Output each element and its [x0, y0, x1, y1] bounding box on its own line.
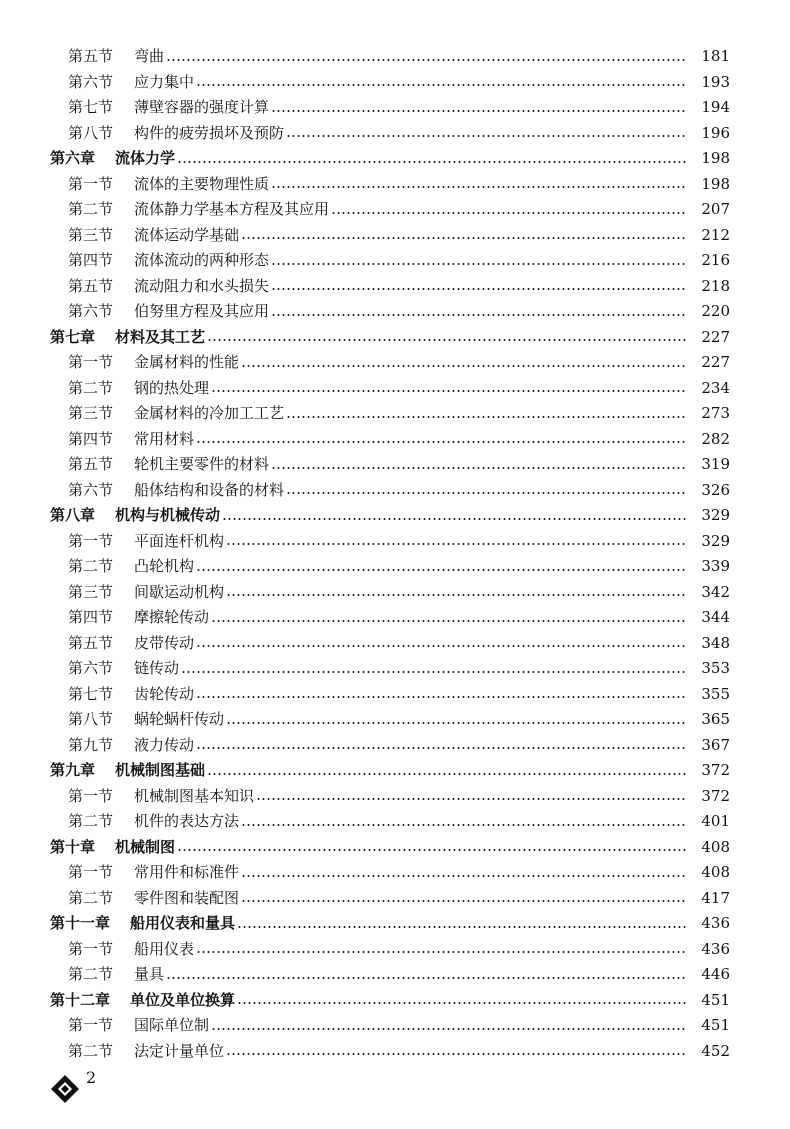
toc-entry-number: 第七章: [50, 327, 96, 346]
dot-leader: [286, 135, 686, 137]
toc-section-row: [0, 121, 790, 147]
toc-entry-number: 第四节: [68, 429, 114, 448]
toc-entry-page: 372: [701, 761, 730, 779]
toc-entry-number: 第六章: [50, 149, 96, 167]
toc-entry-title: 流体的主要物理性质: [134, 174, 270, 193]
toc-entry-title: 摩擦轮传动: [134, 608, 210, 626]
toc-entry-title: 常用件和标准件: [134, 863, 240, 881]
toc-entry-number: 第十二章: [50, 990, 111, 1009]
dot-leader: [237, 1002, 686, 1004]
dot-leader: [226, 594, 686, 596]
toc-entry-title: 常用材料: [134, 429, 195, 448]
toc-entry-title: 薄壁容器的强度计算: [134, 98, 270, 116]
dot-leader: [211, 620, 686, 622]
toc-entry-page: 372: [701, 786, 730, 805]
toc-entry-title: 平面连杆机构: [134, 531, 225, 550]
dot-leader: [196, 645, 686, 647]
toc-entry-title: 链传动: [134, 659, 180, 677]
toc-entry-title: 零件图和装配图: [134, 888, 240, 907]
toc-entry-number: 第三节: [68, 582, 114, 601]
toc-entry-page: 181: [701, 47, 730, 65]
toc-entry-page: 193: [701, 72, 730, 91]
toc-section-row: [0, 529, 790, 555]
toc-entry-page: 216: [701, 251, 730, 269]
dot-leader: [256, 798, 686, 800]
toc-entry-page: 227: [701, 327, 730, 346]
toc-section-row: [0, 682, 790, 708]
toc-entry-page: 319: [701, 455, 730, 473]
toc-entry-page: 408: [701, 863, 730, 881]
toc-chapter-row: [0, 758, 790, 784]
toc-entry-page: 348: [701, 633, 730, 652]
toc-section-row: [0, 962, 790, 988]
toc-entry-title: 流体流动的两种形态: [134, 251, 270, 269]
dot-leader: [196, 569, 686, 571]
toc-entry-number: 第六节: [68, 72, 114, 91]
toc-section-row: [0, 656, 790, 682]
toc-entry-page: 446: [701, 965, 730, 983]
toc-entry-title: 金属材料的冷加工工艺: [134, 404, 285, 422]
toc-entry-title: 材料及其工艺: [115, 327, 206, 346]
toc-entry-title: 液力传动: [134, 735, 195, 754]
dot-leader: [237, 926, 686, 928]
toc-chapter-row: [0, 988, 790, 1014]
toc-entry-title: 量具: [134, 965, 165, 983]
toc-entry-page: 452: [701, 1041, 730, 1060]
toc-section-row: [0, 478, 790, 504]
toc-section-row: [0, 350, 790, 376]
toc-chapter-row: [0, 325, 790, 351]
toc-entry-page: 218: [701, 276, 730, 295]
dot-leader: [196, 951, 686, 953]
toc-section-row: [0, 1013, 790, 1039]
dot-leader: [226, 543, 686, 545]
toc-entry-number: 第五节: [68, 276, 114, 295]
toc-section-row: [0, 376, 790, 402]
page-footer: [50, 1068, 130, 1104]
toc-section-row: [0, 733, 790, 759]
toc-section-row: [0, 860, 790, 886]
toc-entry-number: 第八节: [68, 710, 114, 728]
toc-entry-number: 第二节: [68, 965, 114, 983]
diamond-icon: [50, 1074, 80, 1104]
toc-section-row: [0, 784, 790, 810]
toc-entry-title: 伯努里方程及其应用: [134, 302, 270, 320]
toc-entry-number: 第八节: [68, 123, 114, 142]
toc-entry-page: 417: [701, 888, 730, 907]
toc-entry-page: 198: [701, 149, 730, 167]
toc-entry-page: 436: [701, 914, 730, 932]
toc-entry-page: 196: [701, 123, 730, 142]
toc-entry-title: 法定计量单位: [134, 1041, 225, 1060]
toc-chapter-row: [0, 835, 790, 861]
toc-entry-number: 第二节: [68, 1041, 114, 1060]
toc-entry-number: 第二节: [68, 378, 114, 397]
toc-entry-title: 船用仪表: [134, 939, 195, 958]
toc-entry-number: 第六节: [68, 659, 114, 677]
toc-entry-title: 流体静力学基本方程及其应用: [134, 200, 330, 218]
toc-entry-title: 轮机主要零件的材料: [134, 455, 270, 473]
toc-entry-number: 第二节: [68, 888, 114, 907]
toc-section-row: [0, 95, 790, 121]
toc-entry-page: 451: [701, 1016, 730, 1034]
toc-entry-number: 第五节: [68, 633, 114, 652]
toc-entry-title: 流动阻力和水头损失: [134, 276, 270, 295]
toc-section-row: [0, 274, 790, 300]
toc-entry-title: 机械制图基础: [115, 761, 206, 779]
dot-leader: [271, 186, 686, 188]
toc-entry-page: 194: [701, 98, 730, 116]
toc-section-row: [0, 172, 790, 198]
toc-entry-number: 第十一章: [50, 914, 111, 932]
toc-entry-number: 第三节: [68, 225, 114, 244]
dot-leader: [166, 59, 686, 61]
toc-entry-title: 蜗轮蜗杆传动: [134, 710, 225, 728]
toc-section-row: [0, 580, 790, 606]
toc-entry-page: 367: [701, 735, 730, 754]
toc-section-row: [0, 631, 790, 657]
dot-leader: [271, 110, 686, 112]
toc-section-row: [0, 1039, 790, 1065]
toc-section-row: [0, 937, 790, 963]
toc-entry-number: 第二节: [68, 200, 114, 218]
toc-entry-title: 齿轮传动: [134, 684, 195, 703]
dot-leader: [222, 518, 686, 520]
toc-entry-page: 273: [701, 404, 730, 422]
toc-section-row: [0, 605, 790, 631]
toc-section-row: [0, 299, 790, 325]
toc-section-row: [0, 427, 790, 453]
toc-entry-number: 第九章: [50, 761, 96, 779]
dot-leader: [207, 773, 686, 775]
toc-entry-number: 第四节: [68, 251, 114, 269]
toc-entry-page: 365: [701, 710, 730, 728]
toc-entry-number: 第一节: [68, 786, 114, 805]
toc-entry-page: 344: [701, 608, 730, 626]
toc-entry-title: 船用仪表和量具: [130, 914, 236, 932]
toc-entry-title: 国际单位制: [134, 1016, 210, 1034]
toc-entry-number: 第六节: [68, 302, 114, 320]
toc-entry-number: 第五节: [68, 47, 114, 65]
toc-entry-number: 第三节: [68, 404, 114, 422]
dot-leader: [241, 365, 686, 367]
toc-section-row: [0, 248, 790, 274]
toc-entry-page: 401: [701, 812, 730, 830]
toc-entry-number: 第二节: [68, 812, 114, 830]
toc-chapter-row: [0, 911, 790, 937]
table-of-contents: [0, 44, 790, 1064]
toc-entry-number: 第一节: [68, 531, 114, 550]
dot-leader: [196, 747, 686, 749]
toc-entry-page: 198: [701, 174, 730, 193]
dot-leader: [271, 288, 686, 290]
toc-section-row: [0, 886, 790, 912]
toc-entry-page: 353: [701, 659, 730, 677]
toc-entry-number: 第五节: [68, 455, 114, 473]
toc-entry-number: 第十章: [50, 837, 96, 856]
toc-entry-title: 单位及单位换算: [130, 990, 236, 1009]
toc-entry-page: 220: [701, 302, 730, 320]
toc-entry-page: 207: [701, 200, 730, 218]
dot-leader: [271, 314, 686, 316]
dot-leader: [166, 977, 686, 979]
toc-entry-title: 皮带传动: [134, 633, 195, 652]
toc-entry-number: 第一节: [68, 174, 114, 193]
toc-entry-number: 第九节: [68, 735, 114, 754]
toc-entry-page: 451: [701, 990, 730, 1009]
toc-entry-page: 339: [701, 557, 730, 575]
toc-entry-title: 流体力学: [115, 149, 176, 167]
dot-leader: [196, 696, 686, 698]
dot-leader: [226, 1053, 686, 1055]
toc-section-row: [0, 401, 790, 427]
toc-entry-page: 227: [701, 353, 730, 371]
toc-entry-page: 329: [701, 531, 730, 550]
toc-entry-page: 282: [701, 429, 730, 448]
toc-entry-number: 第一节: [68, 353, 114, 371]
dot-leader: [271, 467, 686, 469]
dot-leader: [211, 1028, 686, 1030]
toc-section-row: [0, 707, 790, 733]
toc-entry-number: 第四节: [68, 608, 114, 626]
toc-entry-page: 212: [701, 225, 730, 244]
toc-entry-title: 构件的疲劳损坏及预防: [134, 123, 285, 142]
toc-section-row: [0, 223, 790, 249]
toc-entry-number: 第八章: [50, 506, 96, 524]
dot-leader: [241, 900, 686, 902]
toc-entry-number: 第七节: [68, 684, 114, 703]
dot-leader: [241, 237, 686, 239]
toc-entry-title: 钢的热处理: [134, 378, 210, 397]
dot-leader: [196, 441, 686, 443]
toc-entry-page: 436: [701, 939, 730, 958]
toc-entry-title: 流体运动学基础: [134, 225, 240, 244]
toc-entry-title: 金属材料的性能: [134, 353, 240, 371]
dot-leader: [181, 671, 686, 673]
toc-entry-page: 342: [701, 582, 730, 601]
toc-section-row: [0, 44, 790, 70]
toc-entry-number: 第一节: [68, 1016, 114, 1034]
dot-leader: [211, 390, 686, 392]
toc-entry-page: 234: [701, 378, 730, 397]
toc-entry-title: 船体结构和设备的材料: [134, 480, 285, 499]
toc-entry-number: 第二节: [68, 557, 114, 575]
dot-leader: [286, 492, 686, 494]
toc-entry-page: 329: [701, 506, 730, 524]
dot-leader: [241, 875, 686, 877]
dot-leader: [286, 416, 686, 418]
dot-leader: [331, 212, 686, 214]
dot-leader: [177, 161, 686, 163]
page-number: 2: [86, 1068, 97, 1087]
toc-entry-number: 第六节: [68, 480, 114, 499]
toc-entry-title: 机构与机械传动: [115, 506, 221, 524]
toc-entry-title: 间歇运动机构: [134, 582, 225, 601]
toc-section-row: [0, 70, 790, 96]
dot-leader: [196, 84, 686, 86]
toc-entry-page: 408: [701, 837, 730, 856]
toc-chapter-row: [0, 503, 790, 529]
toc-entry-page: 326: [701, 480, 730, 499]
toc-chapter-row: [0, 146, 790, 172]
dot-leader: [271, 263, 686, 265]
toc-entry-title: 机械制图基本知识: [134, 786, 255, 805]
dot-leader: [241, 824, 686, 826]
toc-entry-title: 弯曲: [134, 47, 165, 65]
toc-entry-number: 第一节: [68, 939, 114, 958]
toc-entry-title: 机件的表达方法: [134, 812, 240, 830]
dot-leader: [207, 339, 686, 341]
toc-section-row: [0, 809, 790, 835]
toc-section-row: [0, 554, 790, 580]
toc-section-row: [0, 197, 790, 223]
toc-entry-title: 应力集中: [134, 72, 195, 91]
toc-entry-page: 355: [701, 684, 730, 703]
dot-leader: [177, 849, 686, 851]
toc-section-row: [0, 452, 790, 478]
toc-entry-number: 第七节: [68, 98, 114, 116]
dot-leader: [226, 722, 686, 724]
toc-entry-title: 凸轮机构: [134, 557, 195, 575]
toc-entry-title: 机械制图: [115, 837, 176, 856]
toc-entry-number: 第一节: [68, 863, 114, 881]
